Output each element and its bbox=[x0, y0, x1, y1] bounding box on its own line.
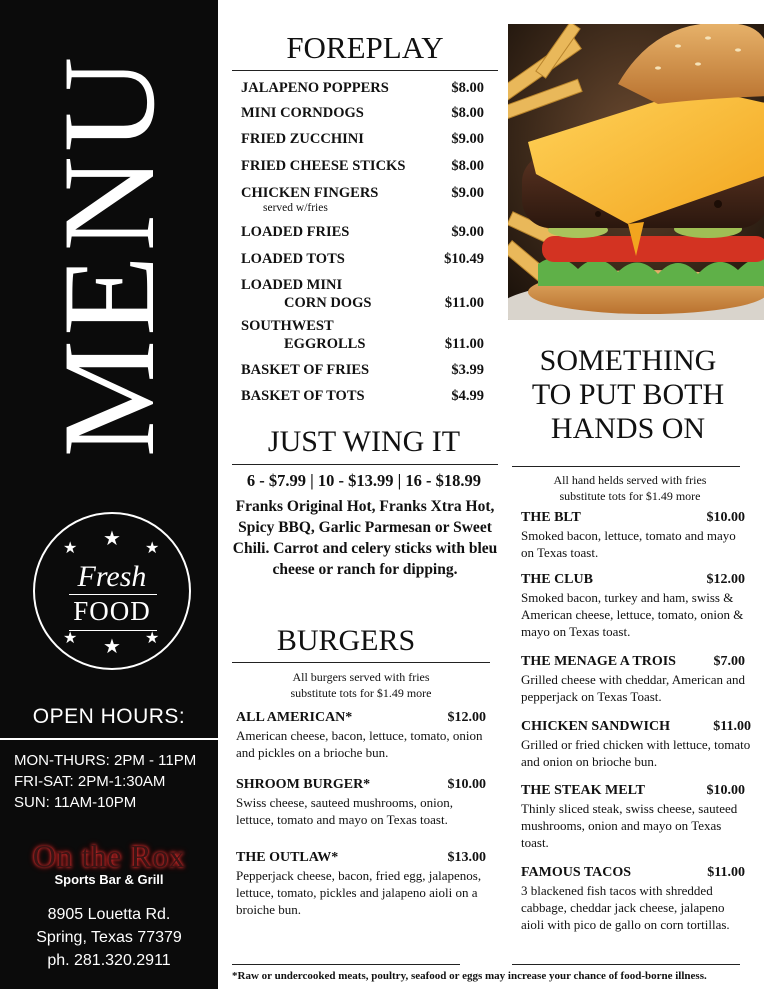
item-price: $10.00 bbox=[447, 777, 486, 792]
item-name-line2: CORN DOGS bbox=[284, 295, 372, 311]
item-name: FRIED CHEESE STICKS bbox=[241, 158, 406, 174]
handhelds-title-line: HANDS ON bbox=[550, 411, 706, 445]
item-description: 3 blackened fish tacos with shredded cabbage, cheddar jack cheese, jalapeno aioli with pico de gallo on corn tortillas. bbox=[521, 883, 730, 932]
open-hours-title: OPEN HOURS: bbox=[32, 705, 186, 728]
bottom-divider bbox=[512, 964, 740, 965]
item-price: $12.00 bbox=[706, 572, 745, 587]
wings-description: Franks Original Hot, Franks Xtra Hot, Spicy BBQ, Garlic Parmesan or Sweet Chili. Carrot and celery sticks with bleu cheese or ranch for dipping. bbox=[232, 498, 498, 578]
bottom-divider bbox=[232, 964, 460, 965]
burger-illustration bbox=[508, 24, 764, 320]
item-name: THE STEAK MELT bbox=[521, 783, 645, 798]
item-name: JALAPENO POPPERS bbox=[241, 80, 389, 96]
hours-line: MON-THURS: 2PM - 11PM bbox=[14, 752, 197, 769]
address-city: Spring, Texas 77379 bbox=[36, 929, 182, 946]
badge-divider bbox=[69, 630, 157, 631]
wings-prices: 6 - $7.99 | 10 - $13.99 | 16 - $18.99 bbox=[246, 471, 482, 490]
item-price: $12.00 bbox=[447, 710, 486, 725]
item-price: $7.00 bbox=[713, 654, 745, 669]
item-price: $8.00 bbox=[451, 80, 484, 96]
star-icon: ★ bbox=[103, 634, 121, 658]
item-description: Smoked bacon, turkey and ham, swiss & American cheese, lettuce, tomato, onion & mayo on Texas toast. bbox=[521, 590, 744, 639]
item-price: $9.00 bbox=[451, 131, 484, 147]
phone-number: ph. 281.320.2911 bbox=[47, 952, 171, 969]
menu-item bbox=[521, 864, 747, 934]
star-icon: ★ bbox=[145, 538, 160, 557]
fresh-food-badge bbox=[33, 512, 191, 670]
menu-item bbox=[236, 849, 486, 919]
item-price: $10.00 bbox=[706, 783, 745, 798]
item-name: FRIED ZUCCHINI bbox=[241, 131, 364, 147]
item-note: served w/fries bbox=[263, 202, 328, 214]
note-line: substitute tots for $1.49 more bbox=[290, 685, 432, 700]
handhelds-title-line: SOMETHING bbox=[539, 344, 717, 377]
item-price: $3.99 bbox=[451, 362, 484, 378]
item-price: $11.00 bbox=[713, 719, 751, 734]
item-description: American cheese, bacon, lettuce, tomato, onion and pickles on a brioche bun. bbox=[236, 728, 483, 760]
item-description: Smoked bacon, lettuce, tomato and mayo on Texas toast. bbox=[521, 528, 736, 560]
star-icon: ★ bbox=[145, 628, 160, 647]
wings-divider bbox=[232, 464, 498, 465]
wings-title: JUST WING IT bbox=[267, 425, 461, 458]
item-name: CHICKEN SANDWICH bbox=[521, 719, 670, 734]
hours-line: FRI-SAT: 2PM-1:30AM bbox=[14, 773, 166, 790]
item-name: BASKET OF TOTS bbox=[241, 388, 365, 404]
menu-heading bbox=[0, 0, 218, 480]
item-description: Grilled or fried chicken with lettuce, tomato and onion on brioche bun. bbox=[521, 737, 751, 769]
note-line: substitute tots for $1.49 more bbox=[559, 488, 701, 503]
item-price: $11.00 bbox=[444, 336, 484, 352]
item-name: BASKET OF FRIES bbox=[241, 362, 370, 378]
badge-fresh-text: Fresh bbox=[77, 560, 147, 593]
menu-item bbox=[236, 709, 486, 762]
item-price: $8.00 bbox=[451, 105, 484, 121]
item-name: THE OUTLAW* bbox=[236, 850, 339, 865]
brand-logo: On the Rox bbox=[32, 838, 186, 874]
foreplay-title: FOREPLAY bbox=[286, 30, 444, 65]
item-name: SOUTHWEST bbox=[241, 318, 334, 334]
item-price: $4.99 bbox=[451, 388, 484, 404]
note-line: All hand helds served with fries bbox=[553, 473, 707, 487]
item-price: $11.00 bbox=[707, 865, 745, 880]
menu-item bbox=[521, 653, 757, 706]
item-description: Swiss cheese, sauteed mushrooms, onion, lettuce, tomato and mayo on Texas toast. bbox=[236, 795, 454, 827]
item-name: LOADED MINI bbox=[241, 277, 343, 293]
handhelds-note bbox=[512, 473, 748, 504]
item-price: $9.00 bbox=[451, 185, 484, 201]
menu-item bbox=[241, 318, 484, 354]
badge-divider bbox=[69, 594, 157, 595]
handhelds-divider bbox=[512, 466, 740, 467]
sidebar bbox=[0, 0, 218, 989]
item-description: Thinly sliced steak, swiss cheese, sauteed mushrooms, onion and mayo on Texas toast. bbox=[521, 801, 738, 850]
address-street: 8905 Louetta Rd. bbox=[47, 906, 171, 923]
item-name: SHROOM BURGER* bbox=[236, 777, 371, 792]
item-name: FAMOUS TACOS bbox=[521, 865, 632, 880]
item-price: $9.00 bbox=[451, 224, 484, 240]
star-icon: ★ bbox=[103, 526, 121, 550]
burgers-note bbox=[232, 670, 490, 701]
item-name: MINI CORNDOGS bbox=[241, 105, 364, 121]
handhelds-title bbox=[510, 344, 746, 446]
menu-item bbox=[521, 509, 745, 562]
item-description: Grilled cheese with cheddar, American and pepperjack on Texas Toast. bbox=[521, 672, 745, 704]
item-name: LOADED FRIES bbox=[241, 224, 350, 240]
hours-divider bbox=[0, 738, 218, 740]
badge-food-text: FOOD bbox=[73, 596, 151, 626]
item-price: $10.49 bbox=[444, 251, 484, 267]
food-safety-footnote: *Raw or undercooked meats, poultry, seafood or eggs may increase your chance of food-borne illness. bbox=[232, 970, 707, 982]
brand-subtitle: Sports Bar & Grill bbox=[54, 872, 164, 887]
burgers-title: BURGERS bbox=[276, 624, 416, 657]
item-price: $13.00 bbox=[447, 850, 486, 865]
item-description: Pepperjack cheese, bacon, fried egg, jalapenos, lettuce, tomato, pickles and jalapeno aioli on a broiche bun. bbox=[236, 868, 482, 917]
menu-item bbox=[241, 277, 484, 313]
menu-item bbox=[236, 776, 486, 829]
star-icon: ★ bbox=[63, 628, 78, 647]
item-name: CHICKEN FINGERS bbox=[241, 185, 379, 201]
menu-item bbox=[521, 571, 745, 641]
note-line: All burgers served with fries bbox=[292, 670, 430, 684]
item-name: THE MENAGE A TROIS bbox=[521, 654, 676, 669]
item-price: $10.00 bbox=[706, 510, 745, 525]
item-name: THE BLT bbox=[521, 510, 581, 525]
burgers-divider bbox=[232, 662, 490, 663]
item-name: THE CLUB bbox=[521, 572, 593, 587]
star-icon: ★ bbox=[63, 538, 78, 557]
menu-item bbox=[241, 185, 484, 219]
item-price: $11.00 bbox=[444, 295, 484, 311]
item-name: LOADED TOTS bbox=[241, 251, 345, 267]
item-price: $8.00 bbox=[451, 158, 484, 174]
burger-photo bbox=[508, 24, 764, 320]
menu-item bbox=[521, 782, 747, 852]
menu-heading-text: MENU bbox=[35, 52, 182, 458]
item-name-line2: EGGROLLS bbox=[284, 336, 366, 352]
handhelds-title-line: TO PUT BOTH bbox=[531, 377, 725, 411]
hours-line: SUN: 11AM-10PM bbox=[14, 794, 137, 811]
foreplay-divider bbox=[232, 70, 498, 71]
item-name: ALL AMERICAN* bbox=[236, 710, 353, 725]
menu-item bbox=[521, 718, 751, 771]
